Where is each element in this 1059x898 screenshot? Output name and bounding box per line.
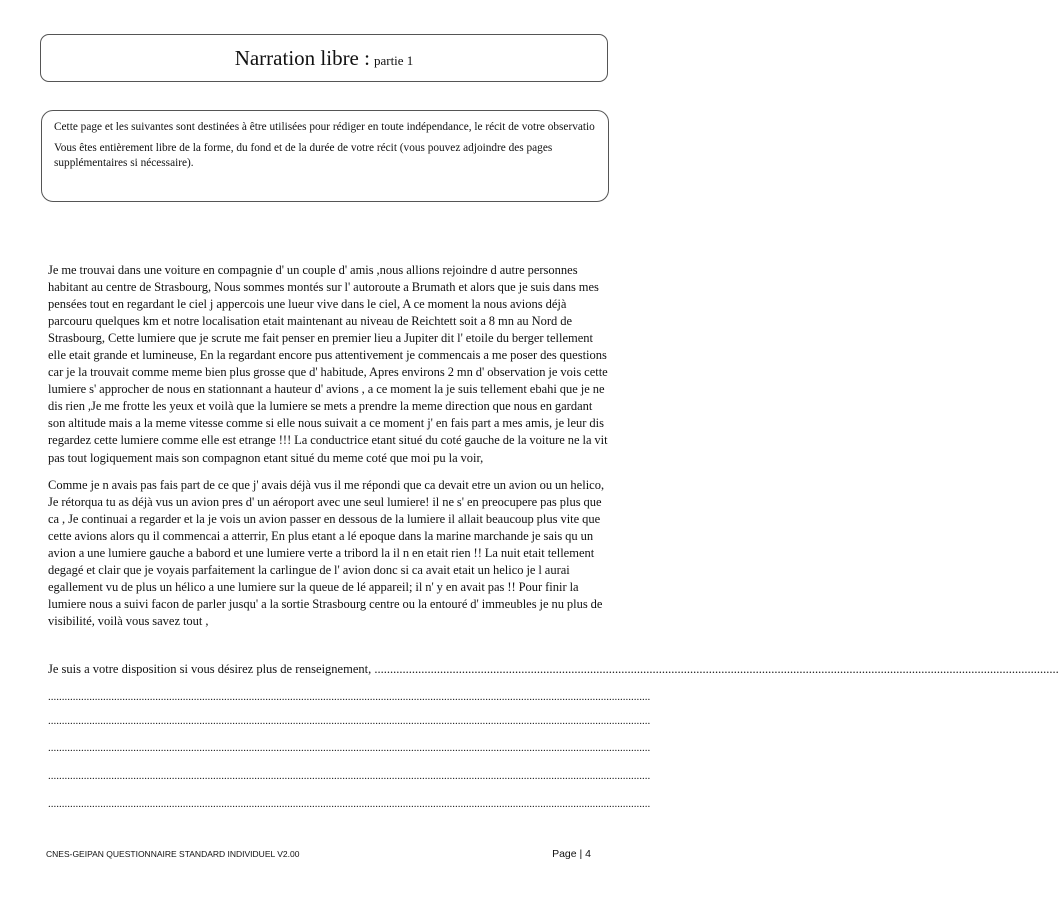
title-box xyxy=(40,34,608,82)
closing-text: Je suis a votre disposition si vous désirez plus de renseignement, xyxy=(48,662,372,676)
footer-document-id: CNES-GEIPAN QUESTIONNAIRE STANDARD INDIVIDUEL V2.00 xyxy=(46,849,300,859)
page-number: Page | 4 xyxy=(552,848,591,860)
narration-paragraph-1: Je me trouvai dans une voiture en compagnie d' un couple d' amis ,nous allions rejoindre d autre personnes habitant au centre de Strasbourg, Nous sommes montés sur l' autoroute a Brumath et alors que je suis dans mes pensées tout en regardant le ciel j appercois une lueur vive dans le ciel, A ce moment la nous avions déjà parcouru quelques km et notre localisation etait maintenant au niveau de Reichtett soit a 8 mn au Nord de Strasbourg, Cette lumiere que je scrute me fait penser en premier lieu a Jupiter dit l' etoile du berger tellement elle etait grande et lumineuse, En la regardant encore pus attentivement je commencais a me poser des questions car je la trouvait comme meme bien plus grosse que d' habitude, Apres environs 2 mn d' observation je vois cette lumiere s' approcher de nous en stationnant a hauteur d' avions , a ce moment la je suis tellement ebahi que je ne dis rien ,Je me frotte les yeux et voilà que la lumiere se mets a prendre la meme direction que nous en gardant son altitude mais a la meme vitesse comme si elle nous suivait a ce moment j' en fais part a mes amis, je leur dis regardez cette lumiere comme elle est etrange !!! La conductrice etant situé du coté gauche de la voiture ne la vit pas tout logiquement mais son compagnon etant situé du meme coté que moi pu la voir, xyxy=(48,263,608,465)
instructions-box xyxy=(41,110,609,202)
dotted-line: ........................................................................................................................................................................................................................... xyxy=(48,691,651,703)
closing-dots: ........................................................................................................................................................................................................................... xyxy=(374,662,1059,676)
dotted-line: ........................................................................................................................................................................................................................... xyxy=(48,742,651,754)
narration-text xyxy=(48,262,608,641)
dotted-line: ........................................................................................................................................................................................................................... xyxy=(48,715,651,727)
dotted-line: ........................................................................................................................................................................................................................... xyxy=(48,798,651,810)
page-subtitle: partie 1 xyxy=(373,53,414,68)
instructions-paragraph-2: Vous êtes entièrement libre de la forme, du fond et de la durée de votre récit (vous pouvez adjoindre des pages supplémentaires si nécessaire). xyxy=(54,142,553,169)
page-title: Narration libre : xyxy=(234,46,370,70)
narration-paragraph-2: Comme je n avais pas fais part de ce que j' avais déjà vus il me répondi que ca devait etre un avion ou un helico, Je rétorqua tu as déjà vus un avion pres d' un aéroport avec une seul lumiere! il ne s' en preocupere pas plus que ca , Je continuai a regarder et la je vois un avion passer en dessous de la lumiere il allait beaucoup plus vite que cette avions alors qu il commencai a atterrir, En plus etant a lé epoque dans la marine marchande je sais qu un avion a une lumiere gauche a babord et une lumiere verte a tribord la il n en etait rien !! La nuit etait tellement degagé et clair que je voyais parfaitement la carlingue de l' avion donc si ca avait etait un helico je l aurai egallement vu de plus un hélico a une lumiere sur la queue de lé appareil; il n' y en avait pas !! Pour finir la lumiere nous a suivi facon de parler jusqu' a la sortie Strasbourg centre ou la entouré d' immeubles je nu plus de visibilité, voilà vous savez tout , xyxy=(48,477,605,629)
closing-line xyxy=(48,661,1059,678)
dotted-line: ........................................................................................................................................................................................................................... xyxy=(48,770,651,782)
instructions-paragraph-1: Cette page et les suivantes sont destinées à être utilisées pour rédiger en toute indépendance, le récit de votre observatio xyxy=(54,121,595,133)
